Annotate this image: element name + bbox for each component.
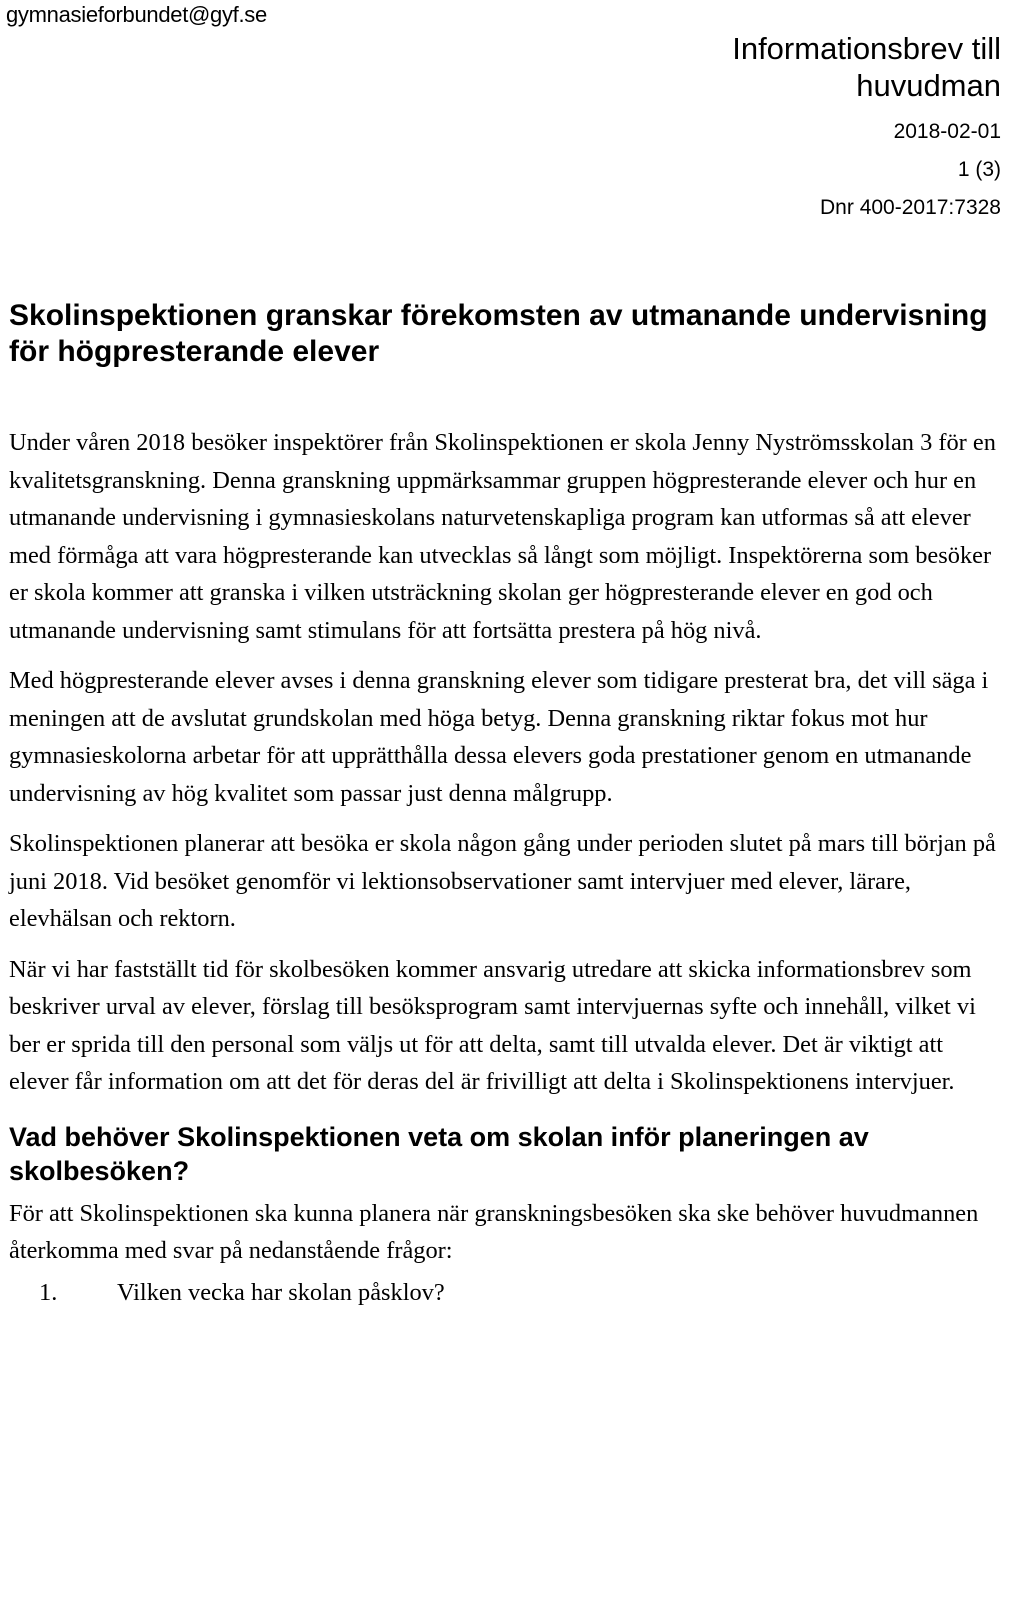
list-item [9, 1274, 999, 1312]
list-item-text: Vilken vecka har skolan påsklov? [117, 1278, 445, 1306]
list-item-number: 1. [39, 1278, 58, 1306]
body-paragraph: Med högpresterande elever avses i denna granskning elever som tidigare presterat bra, det vill säga i meningen att de avslutat grundskolan med höga betyg. Denna granskning riktar fokus mot hur gymnasieskolorna arbetar för att upprätthålla dessa elevers goda prestationer genom en utmanande undervisning av hög kvalitet som passar just denna målgrupp. [9, 667, 989, 807]
body-paragraph: Skolinspektionen planerar att besöka er skola någon gång under perioden slutet på mars till början på juni 2018. Vid besöket genomför vi lektionsobservationer samt intervjuer med elever, lärare, elevhälsan och rektorn. [9, 830, 996, 932]
letter-title: Skolinspektionen granskar förekomsten av utmanande undervisning för högpresterande elever [9, 299, 988, 368]
body-paragraph: När vi har fastställt tid för skolbesöken kommer ansvarig utredare att skicka informationsbrev som beskriver urval av elever, förslag till besöksprogram samt intervjuernas syfte och innehåll, vilket vi ber er sprida till den personal som väljs ut för att delta, samt till utvalda elever. Det är viktigt att elever får information om att det för deras del är frivilligt att delta i Skolinspektionens intervjuer. [9, 955, 976, 1095]
reference-number: Dnr 400-2017:7328 [820, 196, 1001, 219]
document-type: Informationsbrev till huvudman [732, 31, 1001, 103]
letter-body [9, 424, 999, 1311]
section-heading: Vad behöver Skolinspektionen veta om skolan inför planeringen av skolbesöken? [9, 1121, 869, 1186]
document-date: 2018-02-01 [893, 120, 1001, 143]
document-meta [671, 30, 1001, 227]
sender-email: gymnasieforbundet@gyf.se [6, 2, 267, 27]
question-list [9, 1274, 999, 1312]
page-number: 1 (3) [957, 158, 1001, 181]
section-intro: För att Skolinspektionen ska kunna planera när granskningsbesöken ska ske behöver huvudmannen återkomma med svar på nedanstående frågor: [9, 1199, 979, 1264]
body-paragraph: Under våren 2018 besöker inspektörer från Skolinspektionen er skola Jenny Nyströmsskolan 3 för en kvalitetsgranskning. Denna granskning uppmärksammar gruppen högpresterande elever och hur en utmanande undervisning i gymnasieskolans naturvetenskapliga program kan utformas så att elever med förmåga att vara högpresterande kan utvecklas så långt som möjligt. Inspektörerna som besöker er skola kommer att granska i vilken utsträckning skolan ger högpresterande elever en god och utmanande undervisning samt stimulans för att fortsätta prestera på hög nivå. [9, 429, 996, 644]
